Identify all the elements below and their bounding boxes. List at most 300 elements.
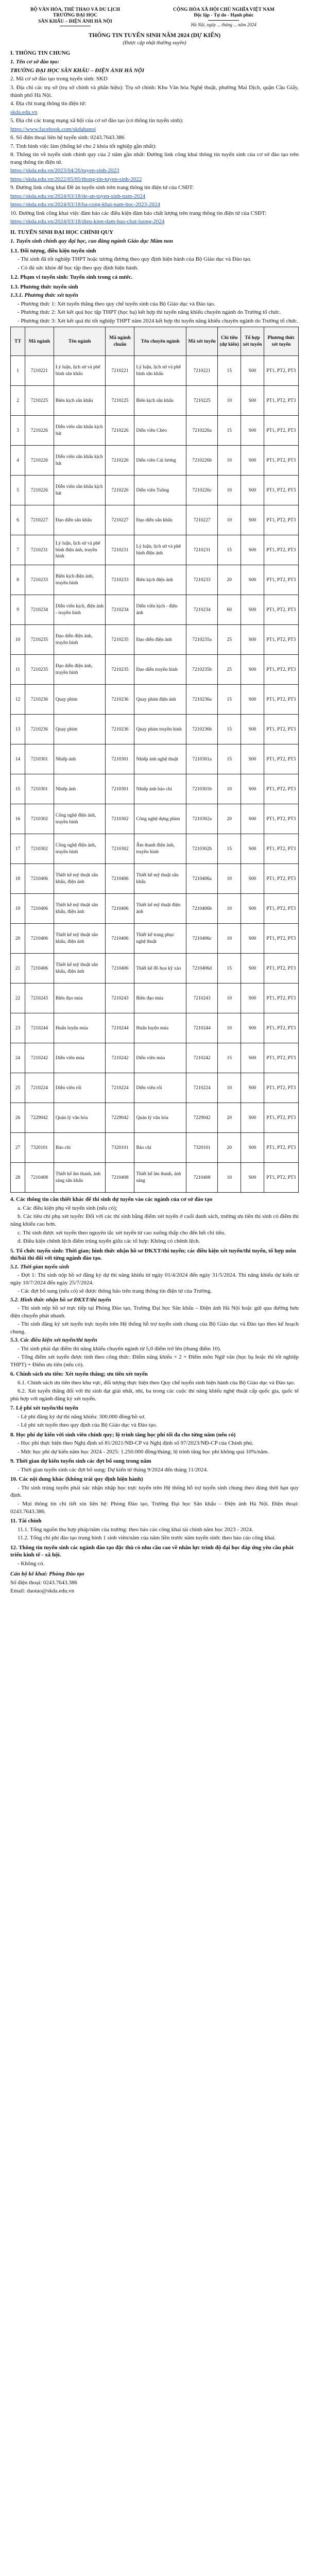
table-row	[11, 744, 299, 774]
cell-quota: 20	[218, 1133, 241, 1163]
cell-tt: 15	[11, 774, 25, 804]
cell-specialization: Diễn viên Cải lương	[134, 446, 186, 476]
cell-major-name: Đạo diễn điện ảnh, truyền hình	[54, 655, 106, 685]
table-row	[11, 356, 299, 386]
cell-admission-code: 7210243	[186, 984, 217, 1013]
admission-item-1-3-1: 1.3.1. Phương thức xét tuyển	[10, 292, 78, 299]
priority-region: 6.1. Chính sách ưu tiên theo khu vực, đối tượng thực hiện theo Quy chế tuyển sinh hiện hành của Bộ Giáo dục và Đào tạo.	[18, 1379, 295, 1386]
admission-2022-link[interactable]: https://skda.edu.vn/2022/05/05/thong-tin-tuyen-sinh-2022	[10, 176, 142, 182]
table-row	[11, 535, 299, 565]
cell-method: PT1, PT2, PT3	[264, 954, 298, 984]
submission-heading: 5.2. Hình thức nhận hồ sơ ĐKXT/thi tuyển	[10, 1296, 111, 1303]
cell-standard-code: 7210225	[106, 386, 134, 416]
cell-standard-code: 7210226	[106, 476, 134, 505]
cell-tt: 8	[11, 565, 25, 595]
cell-admission-code: 7210242	[186, 1043, 217, 1073]
cell-major-name: Huấn luyện múa	[54, 1013, 106, 1043]
cell-standard-code: 7210301	[106, 744, 134, 774]
cell-tt: 13	[11, 715, 25, 744]
cell-method: PT1, PT2, PT3	[264, 744, 298, 774]
cell-tt: 12	[11, 685, 25, 715]
cell-quota: 10	[218, 1163, 241, 1193]
cell-subject-group: S00	[241, 1013, 264, 1043]
cell-quota: 25	[218, 625, 241, 655]
cell-major-name: Đạo diễn sân khấu	[54, 505, 106, 535]
cell-major-name: Thiết kế mỹ thuật sân khấu, điện ảnh	[54, 864, 106, 894]
cell-tt: 2	[11, 386, 25, 416]
cell-admission-code: 7210234	[186, 595, 217, 625]
cell-major-name: Thiết kế mỹ thuật sân khấu, điện ảnh	[54, 924, 106, 954]
table-row	[11, 416, 299, 446]
cell-specialization: Lý luận, lịch sử và phê bình sân khấu	[134, 356, 186, 386]
section-general-heading: I. THÔNG TIN CHUNG	[10, 49, 71, 56]
national-motto-block	[149, 7, 299, 28]
cell-admission-code: 7210302b	[186, 834, 217, 864]
cell-tt: 19	[11, 894, 25, 924]
cell-standard-code: 7210233	[106, 565, 134, 595]
table-row	[11, 685, 299, 715]
method-3: - Phương thức 3: Xét kết quả thi tốt nghiệp THPT năm 2024 kết hợp thi tuyển năng khiếu chuyên ngành do Trường tổ chức.	[18, 317, 299, 324]
document-date: Hà Nội, ngày ... tháng ... năm 2024	[191, 22, 256, 27]
col-specialization: Tên chuyên ngành	[134, 327, 186, 356]
cell-tt: 20	[11, 924, 25, 954]
cell-method: PT1, PT2, PT3	[264, 1133, 298, 1163]
finance-revenue: 11.1. Tổng nguồn thu hợp pháp/năm của trường: theo báo cáo công khai tài chính năm học 2023 - 2024.	[18, 1526, 253, 1533]
cell-tt: 23	[11, 1013, 25, 1043]
admission-2023-link[interactable]: https://skda.edu.vn/2023/04/26/tuyen-sinh-2023	[10, 167, 119, 174]
cell-major-code: 7210224	[25, 1073, 54, 1103]
cell-method: PT1, PT2, PT3	[264, 446, 298, 476]
document-title: THÔNG TIN TUYỂN SINH NĂM 2024 (DỰ KIẾN)	[88, 32, 221, 39]
table-row	[11, 774, 299, 804]
cell-specialization: Diễn viên Tuồng	[134, 476, 186, 505]
time-round-1: - Đợt 1: Thí sinh nộp hồ sơ đăng ký dự thi năng khiếu từ ngày 01/4/2024 đến ngày 31/5/2024. Thi năng khiếu dự kiến từ ngày 10/7/2024 đến ngày 25/7/2024.	[10, 1272, 299, 1286]
cell-standard-code: 7210226	[106, 446, 134, 476]
table-row	[11, 984, 299, 1013]
cell-standard-code: 7210236	[106, 685, 134, 715]
cell-quota: 10	[218, 924, 241, 954]
cell-subject-group: S00	[241, 774, 264, 804]
table-row	[11, 715, 299, 744]
fee-exam: - Lệ phí đăng ký dự thi năng khiếu: 300.000 đồng/hồ sơ.	[18, 1413, 146, 1420]
cell-standard-code: 7210224	[106, 1073, 134, 1103]
cell-major-name: Quay phim	[54, 685, 106, 715]
cell-tt: 4	[11, 446, 25, 476]
declarer-phone: Số điện thoại: 0243.7643.386	[10, 1579, 77, 1586]
cell-admission-code: 7210226a	[186, 416, 217, 446]
cell-major-name: Báo chí	[54, 1133, 106, 1163]
table-row	[11, 1103, 299, 1133]
table-row	[11, 1013, 299, 1043]
cell-method: PT1, PT2, PT3	[264, 924, 298, 954]
method-2: - Phương thức 2: Xét kết quả học tập THPT (học bạ) kết hợp thi tuyển năng khiếu chuyên ngành do Trường tổ chức.	[18, 309, 281, 316]
general-item-2: 2. Mã cơ sở đào tạo trong tuyển sinh: SKD	[10, 76, 108, 82]
cell-major-code: 7210406	[25, 894, 54, 924]
cell-standard-code: 7210302	[106, 834, 134, 864]
cell-method: PT1, PT2, PT3	[264, 1163, 298, 1193]
cell-quota: 25	[218, 655, 241, 685]
cell-major-code: 7210226	[25, 446, 54, 476]
cell-subject-group: S00	[241, 356, 264, 386]
cell-major-name: Diễn viên sân khấu kịch hát	[54, 476, 106, 505]
col-admission-code: Mã xét tuyển	[186, 327, 217, 356]
cell-method: PT1, PT2, PT3	[264, 804, 298, 834]
cell-specialization: Huấn luyện múa	[134, 1013, 186, 1043]
cell-quota: 10	[218, 505, 241, 535]
cell-specialization: Đạo diễn sân khấu	[134, 505, 186, 535]
cell-major-name: Lý luận, lịch sử và phê bình điện ảnh, truyền hình	[54, 535, 106, 565]
cell-subject-group: S00	[241, 1043, 264, 1073]
other-info-b: b. Các tiêu chí phụ xét tuyển: Đối với các thí sinh bằng điểm xét tuyển ở cuối danh sách, trường ưu tiên thí sinh có điểm thi năng khiếu cao hơn.	[10, 1213, 299, 1227]
col-subject-group: Tổ hợp xét tuyển	[241, 327, 264, 356]
cell-standard-code: 7210221	[106, 356, 134, 386]
cell-major-code: 7210302	[25, 804, 54, 834]
general-item-3: 3. Địa chỉ các trụ sở (trụ sở chính và phân hiệu): Trụ sở chính: Khu Văn hóa Nghệ thuật, phường Mai Dịch, quận Cầu Giấy, thành phố Hà Nội.	[10, 84, 299, 98]
cell-major-name: Biên kịch điện ảnh, truyền hình	[54, 565, 106, 595]
cell-specialization: Âm thanh điện ảnh, truyền hình	[134, 834, 186, 864]
cell-quota: 10	[218, 864, 241, 894]
cell-major-code: 7210231	[25, 535, 54, 565]
cell-method: PT1, PT2, PT3	[264, 685, 298, 715]
cell-standard-code: 7210302	[106, 804, 134, 834]
cell-quota: 20	[218, 1103, 241, 1133]
general-item-4: 4. Địa chỉ trang thông tin điện tử:	[10, 100, 87, 107]
cell-subject-group: S00	[241, 894, 264, 924]
cell-standard-code: 7320101	[106, 1133, 134, 1163]
disclosure-link[interactable]: https://skda.edu.vn/2024/03/18/ba-cong-khai-nam-hoc-2023-2024	[10, 201, 160, 208]
cell-major-code: 7320101	[25, 1133, 54, 1163]
cell-quota: 15	[218, 954, 241, 984]
cell-admission-code: 7210231	[186, 535, 217, 565]
cell-admission-code: 7210301b	[186, 774, 217, 804]
cell-subject-group: S00	[241, 476, 264, 505]
cell-method: PT1, PT2, PT3	[264, 505, 298, 535]
col-method: Phương thức xét tuyển	[264, 327, 298, 356]
cell-major-code: 7210406	[25, 864, 54, 894]
cell-tt: 16	[11, 804, 25, 834]
cell-major-code: 7210243	[25, 984, 54, 1013]
table-row	[11, 1133, 299, 1163]
col-major-code: Mã ngành	[25, 327, 54, 356]
cell-admission-code: 7210227	[186, 505, 217, 535]
cell-method: PT1, PT2, PT3	[264, 625, 298, 655]
cell-tt: 17	[11, 834, 25, 864]
table-row	[11, 1163, 299, 1193]
cell-admission-code: 7210221	[186, 356, 217, 386]
cell-specialization: Đạo diễn truyền hình	[134, 655, 186, 685]
general-item-7: 7. Tình hình việc làm (thống kê cho 2 khóa tốt nghiệp gần nhất):	[10, 143, 157, 149]
cell-specialization: Công nghệ dựng phim	[134, 804, 186, 834]
cell-standard-code: 7210227	[106, 505, 134, 535]
cell-major-code: 7210244	[25, 1013, 54, 1043]
cell-admission-code: 7210406b	[186, 894, 217, 924]
cell-admission-code: 7210236b	[186, 715, 217, 744]
cell-quota: 10	[218, 1073, 241, 1103]
cell-admission-code: 7210408	[186, 1163, 217, 1193]
cell-tt: 18	[11, 864, 25, 894]
cell-major-code: 7210225	[25, 386, 54, 416]
cell-quota: 20	[218, 565, 241, 595]
cell-method: PT1, PT2, PT3	[264, 715, 298, 744]
table-row	[11, 446, 299, 476]
cell-method: PT1, PT2, PT3	[264, 894, 298, 924]
cell-specialization: Báo chí	[134, 1133, 186, 1163]
cell-major-code: 7210302	[25, 834, 54, 864]
general-item-8: 8. Thông tin về tuyển sinh chính quy của 2 năm gần nhất: Đường link công khai thông tin tuyển sinh của cơ sở đào tạo trên trang thông tin điện tử.	[10, 151, 299, 165]
cell-standard-code: 7210235	[106, 625, 134, 655]
cell-major-name: Thiết kế mỹ thuật sân khấu, điện ảnh	[54, 954, 106, 984]
cell-standard-code: 7210242	[106, 1043, 134, 1073]
cell-quota: 10	[218, 446, 241, 476]
table-row	[11, 595, 299, 625]
cell-admission-code: 7210302a	[186, 804, 217, 834]
cell-method: PT1, PT2, PT3	[264, 1043, 298, 1073]
cell-specialization: Nhiếp ảnh báo chí	[134, 774, 186, 804]
col-tt: TT	[11, 327, 25, 356]
cell-major-name: Biên kịch sân khấu	[54, 386, 106, 416]
cell-standard-code: 7210226	[106, 416, 134, 446]
other-content-confirm: - Thí sinh trúng tuyển phải xác nhận nhập học trực tuyến trên Hệ thống hỗ trợ tuyển sinh chung theo đúng thời hạn quy định.	[10, 1484, 299, 1499]
cell-quota: 60	[218, 595, 241, 625]
cell-quota: 15	[218, 744, 241, 774]
cell-major-name: Thiết kế mỹ thuật sân khấu, điện ảnh	[54, 894, 106, 924]
cell-specialization: Nhiếp ảnh nghệ thuật	[134, 744, 186, 774]
organization-heading: 5. Tổ chức tuyển sinh: Thời gian; hình thức nhận hồ sơ ĐKXT/thi tuyển; các điều kiện xét tuyển/thi tuyển, tổ hợp môn thi/bài thi đối với từng ngành đào tạo.	[10, 1247, 296, 1262]
cell-quota: 15	[218, 535, 241, 565]
document-subtitle: (Được cập nhật thường xuyên)	[123, 40, 186, 46]
majors-table	[10, 327, 299, 1193]
cell-standard-code: 7229042	[106, 1103, 134, 1133]
cell-subject-group: S00	[241, 535, 264, 565]
cell-quota: 15	[218, 834, 241, 864]
fee-heading: 7. Lệ phí xét tuyển/thi tuyển	[10, 1405, 79, 1412]
cell-subject-group: S00	[241, 1103, 264, 1133]
cell-major-name: Thiết kế âm thanh, ánh sáng sân khấu	[54, 1163, 106, 1193]
cell-tt: 25	[11, 1073, 25, 1103]
cell-tt: 14	[11, 744, 25, 774]
cell-admission-code: 7320101	[186, 1133, 217, 1163]
priority-direct: 6.2. Xét tuyển thẳng đối với thí sinh đạt giải nhất, nhì, ba trong các cuộc thi năng khiếu nghệ thuật cấp quốc gia, quốc tế phù hợp với ngành đăng ký xét tuyển.	[10, 1388, 299, 1402]
cell-admission-code: 7210233	[186, 565, 217, 595]
cell-method: PT1, PT2, PT3	[264, 984, 298, 1013]
cell-specialization: Diễn viên múa	[134, 1043, 186, 1073]
cell-subject-group: S00	[241, 1163, 264, 1193]
cell-quota: 15	[218, 416, 241, 446]
cell-specialization: Đạo diễn điện ảnh	[134, 625, 186, 655]
cell-tt: 26	[11, 1103, 25, 1133]
cell-subject-group: S00	[241, 984, 264, 1013]
time-heading: 5.1. Thời gian tuyển sinh	[10, 1263, 70, 1270]
cell-subject-group: S00	[241, 954, 264, 984]
finance-cost: 11.2. Tổng chi phí đào tạo trung bình 1 sinh viên/năm của năm liền trước năm tuyển sinh: theo báo cáo công khai.	[18, 1535, 276, 1541]
cell-subject-group: S00	[241, 1073, 264, 1103]
table-row	[11, 386, 299, 416]
cell-tt: 10	[11, 625, 25, 655]
cell-specialization: Diễn viên Chèo	[134, 416, 186, 446]
cell-quota: 20	[218, 804, 241, 834]
cell-admission-code: 7210235a	[186, 625, 217, 655]
cell-major-code: 7210301	[25, 774, 54, 804]
finance-heading: 11. Tài chính	[10, 1518, 42, 1524]
fee-admission: - Lệ phí xét tuyển theo quy định của Bộ Giáo dục và Đào tạo.	[18, 1422, 157, 1429]
cell-major-code: 7210235	[25, 625, 54, 655]
cell-subject-group: S00	[241, 565, 264, 595]
cell-major-name: Lý luận, lịch sử và phê bình sân khấu	[54, 356, 106, 386]
cell-subject-group: S00	[241, 386, 264, 416]
website-link[interactable]: skda.edu.vn	[10, 109, 38, 115]
cell-major-name: Biên đạo múa	[54, 984, 106, 1013]
cell-subject-group: S00	[241, 625, 264, 655]
cell-tt: 6	[11, 505, 25, 535]
cell-major-name: Nhiếp ảnh	[54, 744, 106, 774]
cell-method: PT1, PT2, PT3	[264, 356, 298, 386]
cell-subject-group: S00	[241, 416, 264, 446]
other-info-d: d. Điều kiện chênh lệch điểm trúng tuyển giữa các tổ hợp: Không có chênh lệch.	[18, 1238, 200, 1245]
cell-major-code: 7210235	[25, 655, 54, 685]
cell-major-code: 7210408	[25, 1163, 54, 1193]
cell-method: PT1, PT2, PT3	[264, 416, 298, 446]
cell-major-name: Diễn viên sân khấu kịch hát	[54, 446, 106, 476]
cell-admission-code: 7210226c	[186, 476, 217, 505]
cell-major-code: 7210226	[25, 416, 54, 446]
cell-major-code: 7210301	[25, 744, 54, 774]
cell-quota: 10	[218, 984, 241, 1013]
motto-divider	[208, 20, 239, 21]
table-row	[11, 804, 299, 834]
cell-major-name: Quản lý văn hóa	[54, 1103, 106, 1133]
cell-admission-code: 7210406a	[186, 864, 217, 894]
extra-round-time: - Thời gian tuyển sinh các đợt bổ sung: Dự kiến từ tháng 9/2024 đến tháng 11/2024.	[18, 1466, 208, 1473]
declarer-email: Email: daotao@skda.edu.vn	[10, 1588, 75, 1595]
cell-admission-code: 7210406c	[186, 924, 217, 954]
cell-major-code: 7210221	[25, 356, 54, 386]
cell-method: PT1, PT2, PT3	[264, 655, 298, 685]
cell-specialization: Lý luận, lịch sử và phê bình điện ảnh	[134, 535, 186, 565]
cell-major-code: 7210406	[25, 924, 54, 954]
cell-admission-code: 7210225	[186, 386, 217, 416]
issuer-school-line1: TRƯỜNG ĐẠI HỌC	[53, 13, 98, 19]
cell-admission-code: 7210244	[186, 1013, 217, 1043]
cell-quota: 15	[218, 356, 241, 386]
other-content-contact: - Mọi thông tin chi tiết xin liên hệ: Phòng Đào tạo, Trường Đại học Sân khấu – Điện ảnh Hà Nội. Điện thoại: 0243.7643.386.	[10, 1501, 299, 1515]
table-row	[11, 565, 299, 595]
cell-method: PT1, PT2, PT3	[264, 595, 298, 625]
cell-tt: 22	[11, 984, 25, 1013]
cell-method: PT1, PT2, PT3	[264, 774, 298, 804]
cell-specialization: Biên kịch điện ảnh	[134, 565, 186, 595]
cell-subject-group: S00	[241, 655, 264, 685]
tuition-decree: - Học phí thực hiện theo Nghị định số 81/2021/NĐ-CP và Nghị định số 97/2023/NĐ-CP của Chính phủ.	[18, 1440, 253, 1447]
cell-specialization: Quay phim truyền hình	[134, 715, 186, 744]
scheme-link[interactable]: https://skda.edu.vn/2024/03/18/de-an-tuyen-sinh-nam-2024	[10, 193, 146, 199]
cell-subject-group: S00	[241, 744, 264, 774]
cell-method: PT1, PT2, PT3	[264, 565, 298, 595]
other-info-heading: 4. Các thông tin cần thiết khác để thí sinh dự tuyển vào các ngành của cơ sở đào tạo	[10, 1196, 213, 1203]
table-row	[11, 1043, 299, 1073]
col-quota: Chỉ tiêu (dự kiến)	[218, 327, 241, 356]
other-info-c: c. Thí sinh được xét tuyển theo nguyên tắc xét tuyển từ cao xuống thấp cho đến hết chỉ tiêu.	[18, 1229, 226, 1236]
cell-standard-code: 7210406	[106, 954, 134, 984]
general-item-6: 6. Số điện thoại liên hệ tuyển sinh: 0243.7643.386	[10, 134, 125, 141]
cell-tt: 28	[11, 1163, 25, 1193]
cell-method: PT1, PT2, PT3	[264, 386, 298, 416]
special-majors-heading: 12. Thông tin tuyển sinh các ngành đào tạo đặc thù có nhu cầu cao về nhân lực trình độ đại học đáp ứng yêu cầu phát triển kinh tế - xã hội.	[10, 1544, 294, 1558]
cell-major-code: 7210233	[25, 565, 54, 595]
national-title: CỘNG HÒA XÃ HỘI CHỦ NGHĨA VIỆT NAM	[173, 7, 274, 12]
cell-tt: 1	[11, 356, 25, 386]
cell-specialization: Thiết kế mỹ thuật sân khấu	[134, 864, 186, 894]
table-row	[11, 476, 299, 505]
majors-table-body	[11, 356, 299, 1193]
cell-quota: 10	[218, 1013, 241, 1043]
cell-admission-code: 7229042	[186, 1103, 217, 1133]
declarer: Cán bộ kê khai: Phòng Đào tạo	[10, 1571, 84, 1578]
general-item-10: 10. Đường link công khai việc đảm bảo các điều kiện đảm bảo chất lượng trên trang thông tin điện tử của CSĐT:	[10, 210, 267, 216]
cell-quota: 10	[218, 894, 241, 924]
cell-specialization: Thiết kế mỹ thuật điện ảnh	[134, 894, 186, 924]
table-row	[11, 924, 299, 954]
cell-major-code: 7210234	[25, 595, 54, 625]
quality-link[interactable]: https://skda.edu.vn/2024/03/18/dieu-kien-dam-bao-chat-luong-2024	[10, 218, 165, 225]
cell-specialization: Biên đạo múa	[134, 984, 186, 1013]
cell-admission-code: 7210406d	[186, 954, 217, 984]
issuer-school-line2: SÂN KHẤU – ĐIỆN ẢNH HÀ NỘI	[38, 19, 112, 24]
table-row	[11, 954, 299, 984]
cell-major-code: 7210236	[25, 685, 54, 715]
table-row	[11, 655, 299, 685]
tuition-amount: - Mức học phí dự kiến năm học 2024 - 2025: 1.250.000 đồng/tháng; lộ trình tăng học phí không quá 10%/năm.	[18, 1448, 269, 1455]
cell-major-code: 7210236	[25, 715, 54, 744]
cell-specialization: Diễn viên rối	[134, 1073, 186, 1103]
cell-specialization: Biên kịch sân khấu	[134, 386, 186, 416]
issuer-block	[10, 7, 140, 28]
cell-standard-code: 7210408	[106, 1163, 134, 1193]
admission-item-b: - Có đủ sức khỏe để học tập theo quy định hiện hành.	[18, 264, 139, 271]
cell-specialization: Quản lý văn hóa	[134, 1103, 186, 1133]
cell-method: PT1, PT2, PT3	[264, 1013, 298, 1043]
cell-quota: 15	[218, 685, 241, 715]
cell-specialization: Thiết kế âm thanh, ánh sáng	[134, 1163, 186, 1193]
cell-method: PT1, PT2, PT3	[264, 476, 298, 505]
cell-subject-group: S00	[241, 595, 264, 625]
cell-method: PT1, PT2, PT3	[264, 535, 298, 565]
priority-heading: 6. Chính sách ưu tiên: Xét tuyển thẳng; ưu tiên xét tuyển	[10, 1371, 148, 1378]
cell-subject-group: S00	[241, 924, 264, 954]
table-row	[11, 834, 299, 864]
table-row	[11, 894, 299, 924]
special-majors-none: - Không có.	[18, 1560, 45, 1567]
social-link[interactable]: https://www.facebook.com/skdahanoi	[10, 126, 96, 132]
cell-tt: 21	[11, 954, 25, 984]
cell-major-name: Diễn viên rối	[54, 1073, 106, 1103]
cell-major-name: Diễn viên sân khấu kịch hát	[54, 416, 106, 446]
cell-tt: 9	[11, 595, 25, 625]
cell-major-name: Nhiếp ảnh	[54, 774, 106, 804]
cell-major-code: 7229042	[25, 1103, 54, 1133]
cell-tt: 24	[11, 1043, 25, 1073]
admission-item-1-1: 1.1. Đối tượng, điều kiện tuyển sinh	[10, 247, 96, 254]
cell-major-code: 7210242	[25, 1043, 54, 1073]
table-row	[11, 505, 299, 535]
cell-quota: 10	[218, 774, 241, 804]
cell-major-name: Công nghệ điện ảnh, truyền hình	[54, 834, 106, 864]
cell-method: PT1, PT2, PT3	[264, 1073, 298, 1103]
admission-item-a: - Thí sinh đã tốt nghiệp THPT hoặc tương đương theo quy định hiện hành của Bộ Giáo dục và Đào tạo.	[18, 256, 252, 263]
cell-major-code: 7210406	[25, 954, 54, 984]
cell-tt: 11	[11, 655, 25, 685]
cell-major-code: 7210227	[25, 505, 54, 535]
cell-standard-code: 7210235	[106, 655, 134, 685]
